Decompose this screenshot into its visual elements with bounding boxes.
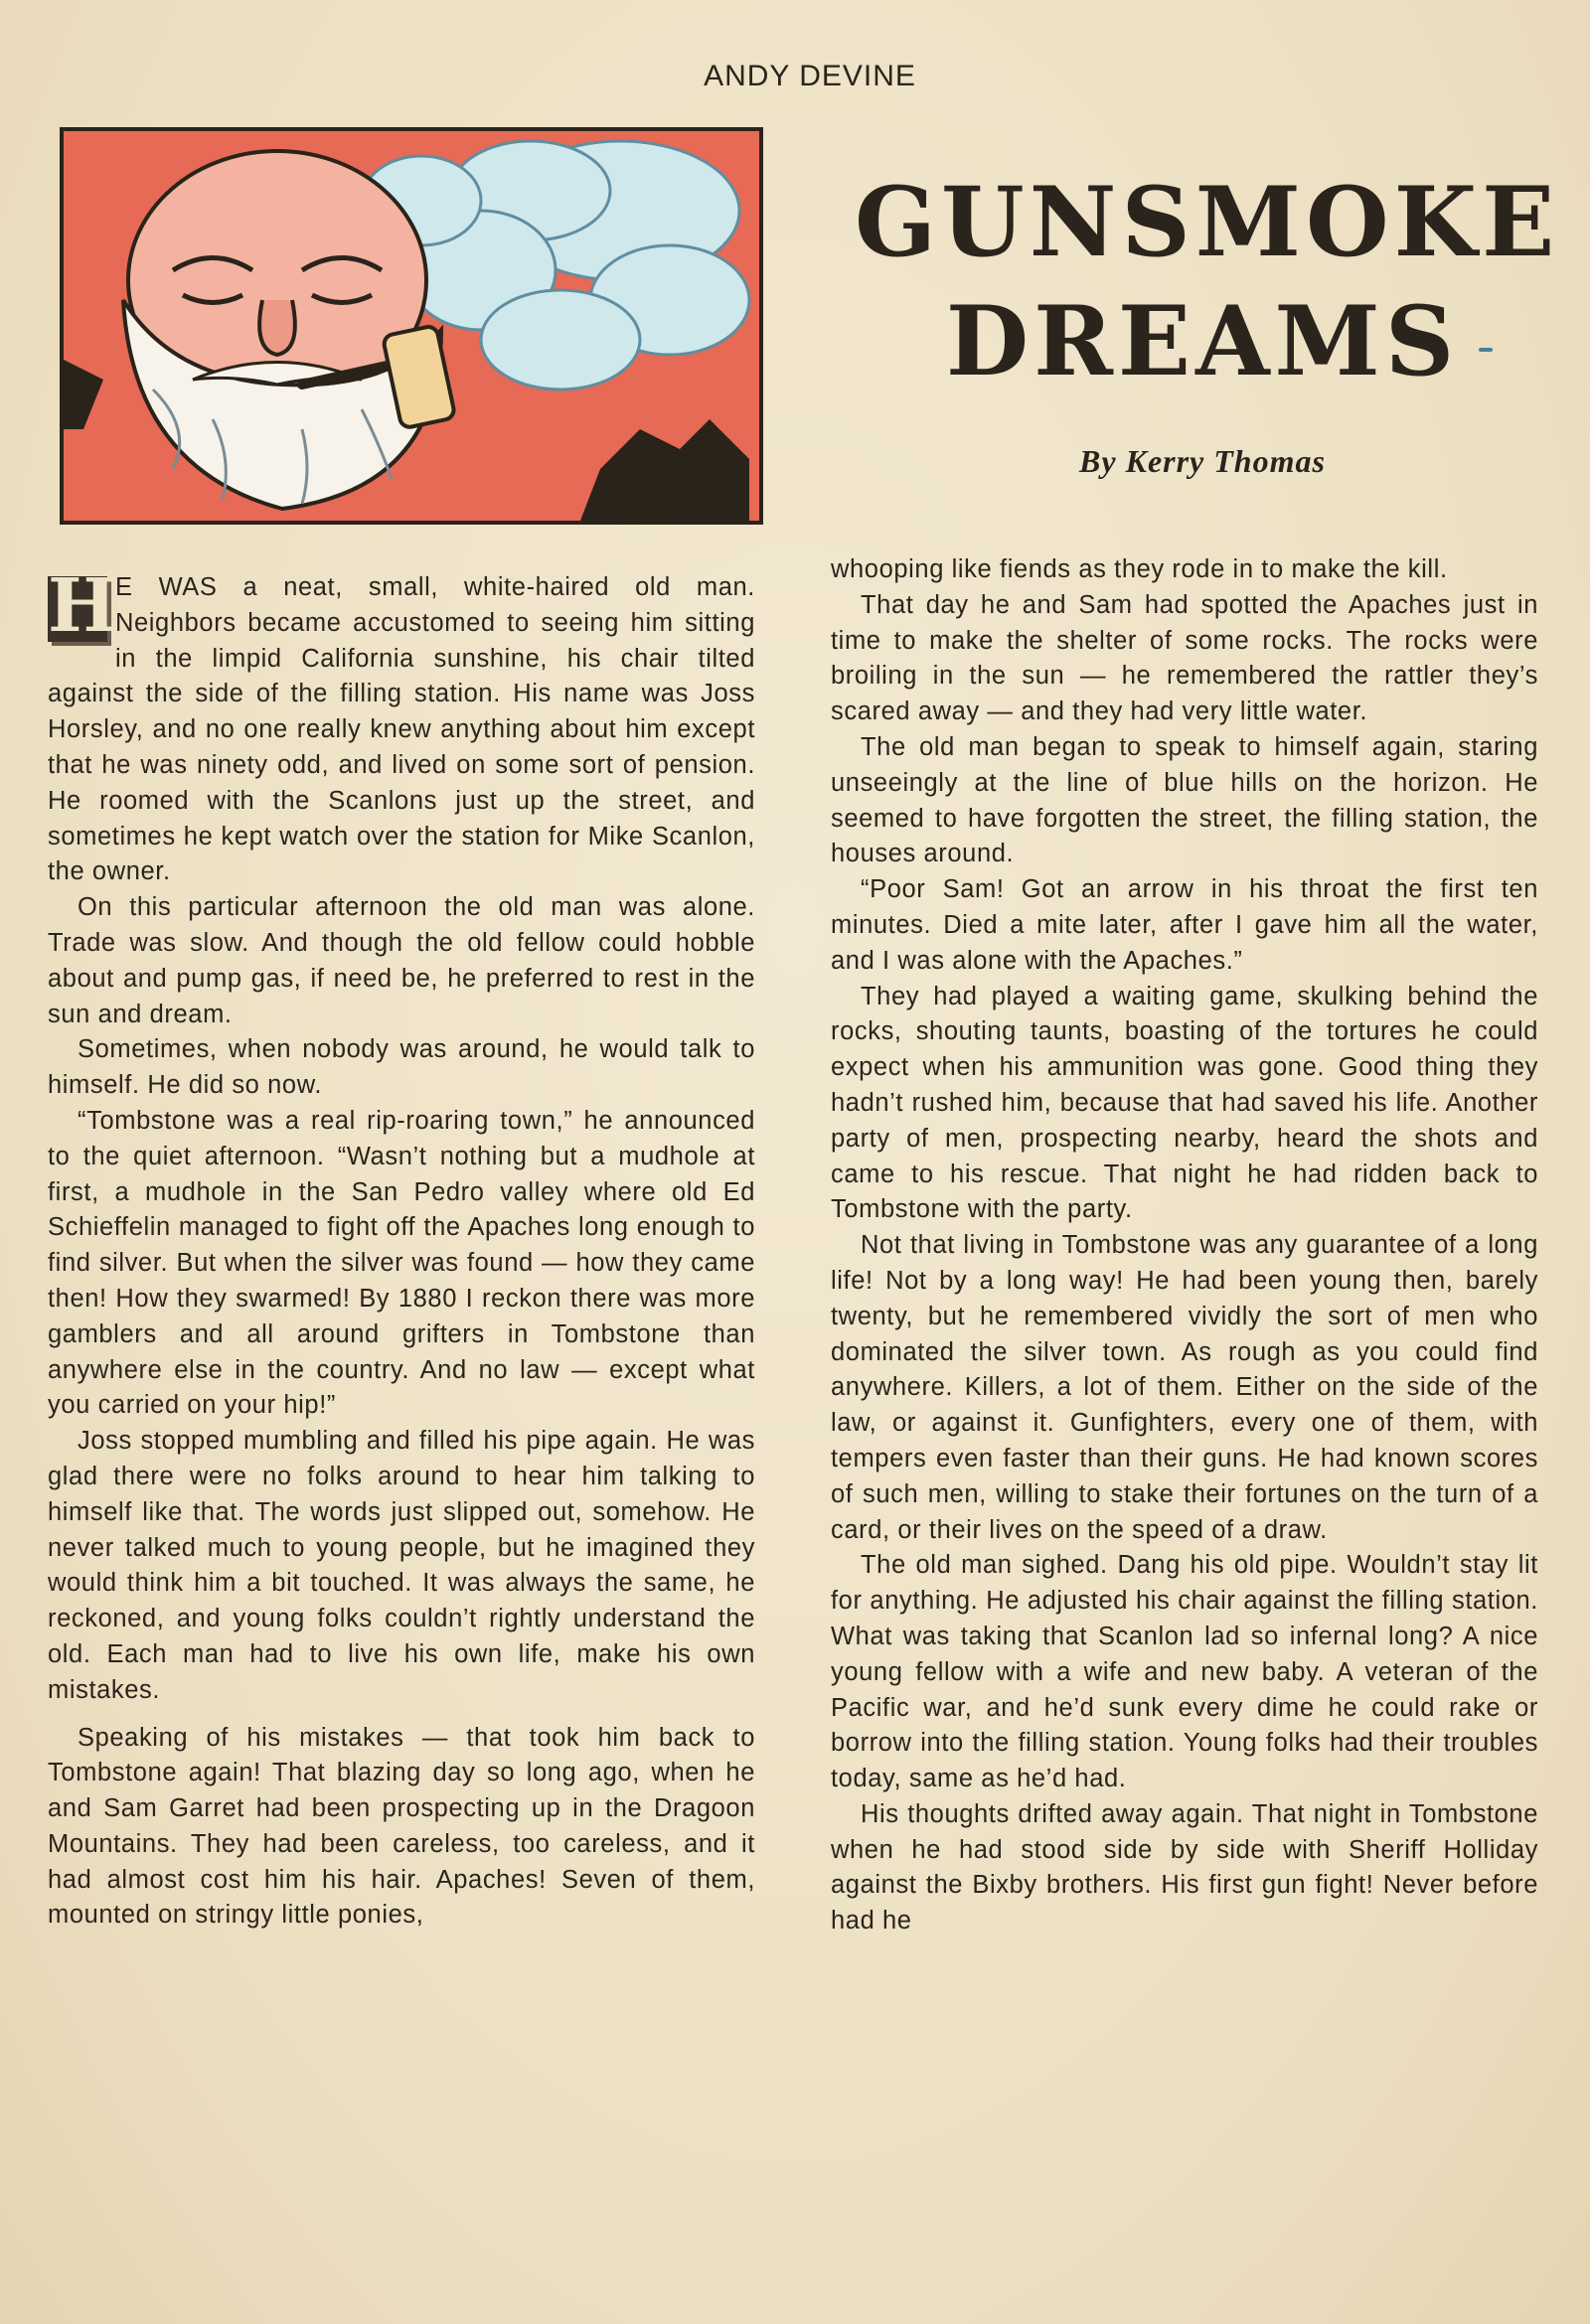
- paragraph: Sometimes, when nobody was around, he would talk to himself. He did so now.: [48, 1035, 755, 1100]
- running-head: ANDY DEVINE: [704, 60, 916, 92]
- paragraph: “Poor Sam! Got an arrow in his throat the first ten minutes. Died a mite later, after I gave him all the water, and I was alone with the Apaches.”: [831, 875, 1538, 975]
- paragraph: His thoughts drifted away again. That night in Tombstone when he had stood side by side with Sheriff Holliday against the Bixby brothers. His first gun fight! Never before had he: [831, 1799, 1538, 1936]
- ink-speck: [1479, 348, 1493, 352]
- old-man-smoking-pipe-icon: [64, 131, 759, 521]
- story-title-line-1: GUNSMOKE: [855, 166, 1560, 278]
- paragraph: On this particular afternoon the old man was alone. Trade was slow. And though the old fellow could hobble about and pump gas, if need be, he preferred to rest in the sun and dream.: [48, 893, 755, 1028]
- byline: By Kerry Thomas: [1079, 443, 1326, 479]
- paragraph: whooping like fiends as they rode in to make the kill.: [831, 555, 1448, 583]
- right-column: [831, 552, 1538, 1939]
- paragraph: Speaking of his mistakes — that took him back to Tombstone again! That blazing day so long ago, when he and Sam Garret had been prospecting up in the Dragoon Mountains. They had been careless, too careless, and it had almost cost him his hair. Apaches! Seven of them, mounted on stringy little ponies,: [48, 1723, 755, 1930]
- paragraph: They had played a waiting game, skulking behind the rocks, shouting taunts, boasting of the tortures he could expect when his ammunition was gone. Good thing they hadn’t rushed him, because that had saved his life. Another party of men, prospecting nearby, heard the shots and came to his rescue. That night he had ridden back to Tombstone with the party.: [831, 982, 1538, 1224]
- drop-cap: H: [48, 563, 118, 649]
- paragraph: Joss stopped mumbling and filled his pipe again. He was glad there were no folks around to hear him talking to himself like that. The words just slipped out, somehow. He never talked much to young people, but he imagined they would think him a bit touched. It was always the same, he reckoned, and young folks couldn’t rightly understand the old. Each man had to live his own life, make his own mistakes.: [48, 1427, 755, 1704]
- story-title-line-2: DREAMS: [945, 285, 1460, 397]
- paragraph: “Tombstone was a real rip-roaring town,” he announced to the quiet afternoon. “Wasn’t nothing but a mudhole at first, a mudhole in the San Pedro valley where old Ed Schieffelin managed to fight off the Apaches long enough to find silver. But when the silver was found — how they came then! How they swarmed! By 1880 I reckon there was more gamblers and all around grifters in Tombstone than anywhere else in the country. And no law — except what you carried on your hip!”: [48, 1106, 755, 1420]
- paragraph: That day he and Sam had spotted the Apaches just in time to make the shelter of some rocks. The rocks were broiling in the sun — he remembered the rattler they’s scared away — and they had very little water.: [831, 590, 1538, 726]
- paragraph: Not that living in Tombstone was any guarantee of a long life! Not by a long way! He had been young then, barely twenty, but he remembered vividly the sort of men who dominated the silver town. As rough as you could find anywhere. Killers, a lot of them. Either on the side of the law, or against it. Gunfighters, every one of them, with tempers even faster than their guns. He had known scores of such men, willing to stake their fortunes on the turn of a card, or their lives on the speed of a draw.: [831, 1231, 1538, 1544]
- paragraph: The old man sighed. Dang his old pipe. Wouldn’t stay lit for anything. He adjusted his chair against the filling station. What was taking that Scanlon lad so infernal long? A nice young fellow with a wife and new baby. A veteran of the Pacific war, and he’d sunk every dime he could rake or borrow into the filling station. Young folks had their troubles today, same as he’d had.: [831, 1551, 1538, 1793]
- paragraph: H E WAS a neat, small, white-haired old man. Neighbors became accustomed to seeing him sitting in the limpid California sunshine, his chair tilted against the side of the filling station. His name was Joss Horsley, and no one really knew anything about him except that he was ninety odd, and lived on some sort of pension. He roomed with the Scanlons just up the street, and sometimes he kept watch over the station for Mike Scanlon, the owner.: [48, 563, 755, 886]
- paragraph: The old man began to speak to himself again, staring unseeingly at the line of blue hills on the horizon. He seemed to have forgotten the street, the filling station, the houses around.: [831, 732, 1538, 868]
- story-illustration: [60, 127, 763, 525]
- left-column: [48, 563, 755, 1934]
